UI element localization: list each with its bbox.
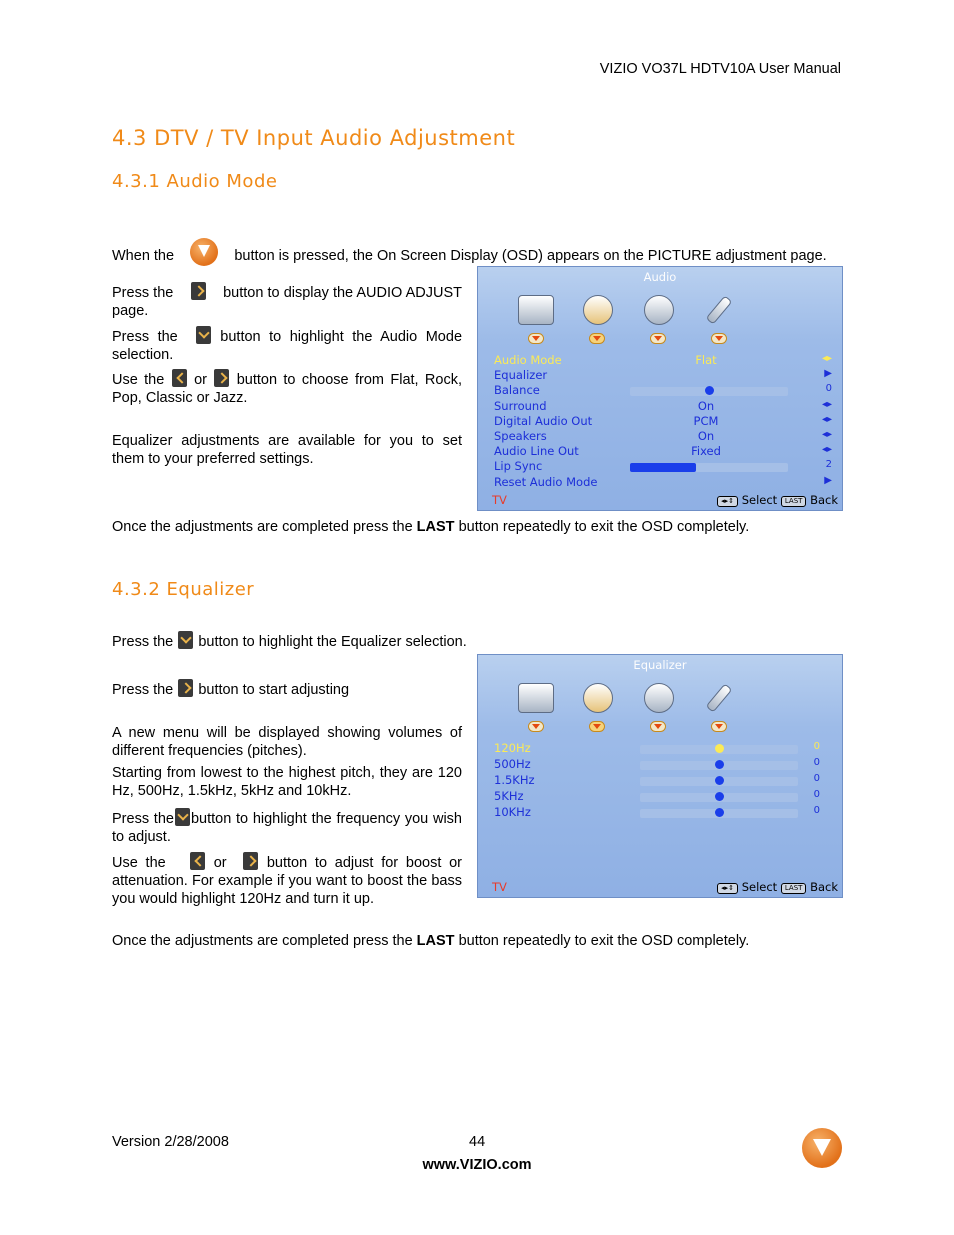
osd-equalizer-footer (492, 880, 838, 894)
osd-input-label: TV (492, 880, 507, 894)
vizio-menu-button-icon (190, 238, 218, 266)
osd-audio-row[interactable] (494, 414, 834, 429)
osd-slider[interactable] (630, 387, 788, 396)
osd-row-indicator: ◂▸ (821, 429, 832, 440)
osd-row-indicator: ◂▸ (821, 398, 832, 410)
osd-eq-frequency: 120Hz (494, 741, 531, 755)
equalizer-paragraph-2: Press the button to start adjusting (112, 679, 462, 699)
last-key-label: LAST (781, 496, 807, 507)
audio-mode-paragraph-5: Equalizer adjustments are available for you to set them to your preferred settings. (112, 433, 462, 467)
osd-eq-row[interactable] (494, 805, 834, 820)
osd-eq-slider-knob (715, 792, 724, 801)
equalizer-paragraph-1: Press the button to highlight the Equalizer selection. (112, 631, 512, 651)
osd-audio-title: Audio (643, 270, 677, 284)
osd-row-indicator: 2 (825, 459, 832, 471)
osd-row-indicator: ▶ (824, 368, 832, 380)
osd-row-label: Surround (494, 398, 547, 413)
audio-mode-paragraph-6: Once the adjustments are completed press the LAST button repeatedly to exit the OSD completely. (112, 519, 750, 535)
osd-row-label: Lip Sync (494, 459, 543, 474)
osd-row-value: On (697, 429, 715, 443)
osd-eq-value: 0 (813, 773, 820, 784)
tv-menu-icon (636, 293, 678, 331)
osd-row-label: Reset Audio Mode (494, 474, 598, 489)
osd-eq-frequency: 10KHz (494, 805, 531, 819)
osd-audio-row[interactable] (494, 444, 834, 459)
osd-eq-slider-knob (715, 760, 724, 769)
osd-eq-row[interactable] (494, 757, 834, 772)
osd-eq-frequency: 1.5KHz (494, 773, 535, 787)
osd-slider-knob (705, 386, 714, 395)
osd-eq-slider[interactable] (640, 809, 798, 818)
audio-mode-paragraph-4: Use the or button to choose from Flat, Rock, Pop, Classic or Jazz. (112, 369, 462, 407)
osd-eq-row[interactable] (494, 773, 834, 788)
osd-row-indicator: ◂▸ (821, 444, 832, 456)
osd-menu-icons (514, 293, 758, 331)
tv-menu-icon (636, 681, 678, 719)
osd-equalizer-title: Equalizer (633, 658, 687, 672)
osd-audio-row[interactable] (494, 399, 834, 414)
osd-row-indicator: 0 (825, 383, 832, 395)
audio-menu-icon (575, 681, 617, 719)
picture-menu-icon (514, 293, 556, 331)
audio-mode-paragraph-1: When the button is pressed, the On Screen Display (OSD) appears on the PICTURE adjustment page. (112, 238, 842, 266)
osd-eq-slider-knob (715, 776, 724, 785)
osd-input-label: TV (492, 493, 507, 507)
osd-eq-slider-knob (715, 744, 724, 753)
left-button-icon (172, 369, 187, 387)
right-button-icon (178, 679, 193, 697)
osd-eq-frequency: 500Hz (494, 757, 531, 771)
osd-row-value: PCM (693, 413, 719, 428)
channel-down-button-icon (196, 326, 211, 344)
osd-row-indicator: ◂▸ (821, 413, 832, 425)
vizio-logo-icon (802, 1128, 842, 1168)
equalizer-paragraph-4: Starting from lowest to the highest pitch, they are 120 Hz, 500Hz, 1.5kHz, 5kHz and 10kHz. (112, 765, 462, 799)
equalizer-paragraph-7: Once the adjustments are completed press the LAST button repeatedly to exit the OSD completely. (112, 933, 750, 949)
osd-row-label: Speakers (494, 429, 547, 443)
audio-mode-paragraph-3: Press the button to highlight the Audio Mode selection. (112, 326, 462, 364)
osd-menu-icons (514, 681, 758, 719)
osd-audio-row[interactable] (494, 459, 834, 474)
footer-page-number: 44 (469, 1134, 486, 1150)
section-title: 4.3 DTV / TV Input Audio Adjustment (112, 126, 516, 150)
osd-audio-screen (477, 266, 843, 511)
last-key-label: LAST (781, 883, 807, 894)
osd-audio-row[interactable] (494, 368, 834, 383)
osd-nav-hint: ◂▸⇕ Select LAST Back (717, 880, 838, 894)
right-button-icon (214, 369, 229, 387)
osd-row-label: Balance (494, 383, 540, 398)
osd-row-label: Audio Mode (494, 353, 562, 367)
osd-eq-slider[interactable] (640, 793, 798, 802)
osd-eq-row[interactable] (494, 789, 834, 804)
audio-menu-icon (575, 293, 617, 331)
arrow-keys-icon: ◂▸⇕ (717, 883, 738, 894)
osd-eq-frequency: 5KHz (494, 789, 524, 803)
channel-down-button-icon (175, 808, 190, 826)
osd-audio-row[interactable] (494, 353, 834, 368)
equalizer-paragraph-6: Use the or button to adjust for boost or attenuation. For example if you want to boost the bass you would highlight 120Hz and turn it up. (112, 852, 462, 908)
osd-row-label: Digital Audio Out (494, 413, 593, 428)
osd-audio-row[interactable] (494, 383, 834, 398)
equalizer-paragraph-5: Press the button to highlight the frequency you wish to adjust. (112, 808, 462, 846)
audio-mode-paragraph-2: Press the button to display the AUDIO ADJUST page. (112, 282, 462, 320)
osd-row-label: Audio Line Out (494, 444, 579, 459)
osd-equalizer-screen (477, 654, 843, 898)
osd-eq-value: 0 (813, 789, 820, 800)
osd-row-value: On (697, 398, 715, 413)
osd-eq-value: 0 (813, 805, 820, 816)
osd-row-indicator: ◂▸ (821, 353, 832, 364)
right-button-icon (243, 852, 258, 870)
audio-mode-title: 4.3.1 Audio Mode (112, 171, 278, 192)
left-button-icon (190, 852, 205, 870)
osd-audio-row[interactable] (494, 429, 834, 444)
equalizer-paragraph-3: A new menu will be displayed showing volumes of different frequencies (pitches). (112, 725, 462, 759)
osd-slider[interactable] (630, 463, 788, 472)
footer-website: www.VIZIO.com (422, 1157, 532, 1173)
osd-eq-value: 0 (813, 741, 820, 752)
osd-row-indicator: ▶ (824, 474, 832, 486)
osd-row-value: Flat (695, 353, 717, 367)
arrow-keys-icon: ◂▸⇕ (717, 496, 738, 507)
picture-menu-icon (514, 681, 556, 719)
manual-header: VIZIO VO37L HDTV10A User Manual (599, 61, 841, 77)
osd-row-value: Fixed (691, 444, 721, 459)
osd-eq-slider[interactable] (640, 745, 798, 754)
osd-eq-slider-knob (715, 808, 724, 817)
osd-nav-hint: ◂▸⇕ Select LAST Back (717, 493, 838, 507)
channel-down-button-icon (178, 631, 193, 649)
osd-eq-row[interactable] (494, 741, 834, 756)
right-button-icon (191, 282, 206, 300)
osd-row-label: Equalizer (494, 368, 548, 383)
osd-audio-footer (492, 493, 838, 507)
osd-slider-fill (630, 463, 696, 472)
osd-eq-slider[interactable] (640, 761, 798, 770)
setup-menu-icon (697, 293, 739, 331)
equalizer-title: 4.3.2 Equalizer (112, 579, 255, 600)
osd-eq-slider[interactable] (640, 777, 798, 786)
osd-audio-row[interactable] (494, 475, 834, 490)
osd-eq-value: 0 (813, 757, 820, 768)
setup-menu-icon (697, 681, 739, 719)
footer-version: Version 2/28/2008 (112, 1134, 229, 1150)
